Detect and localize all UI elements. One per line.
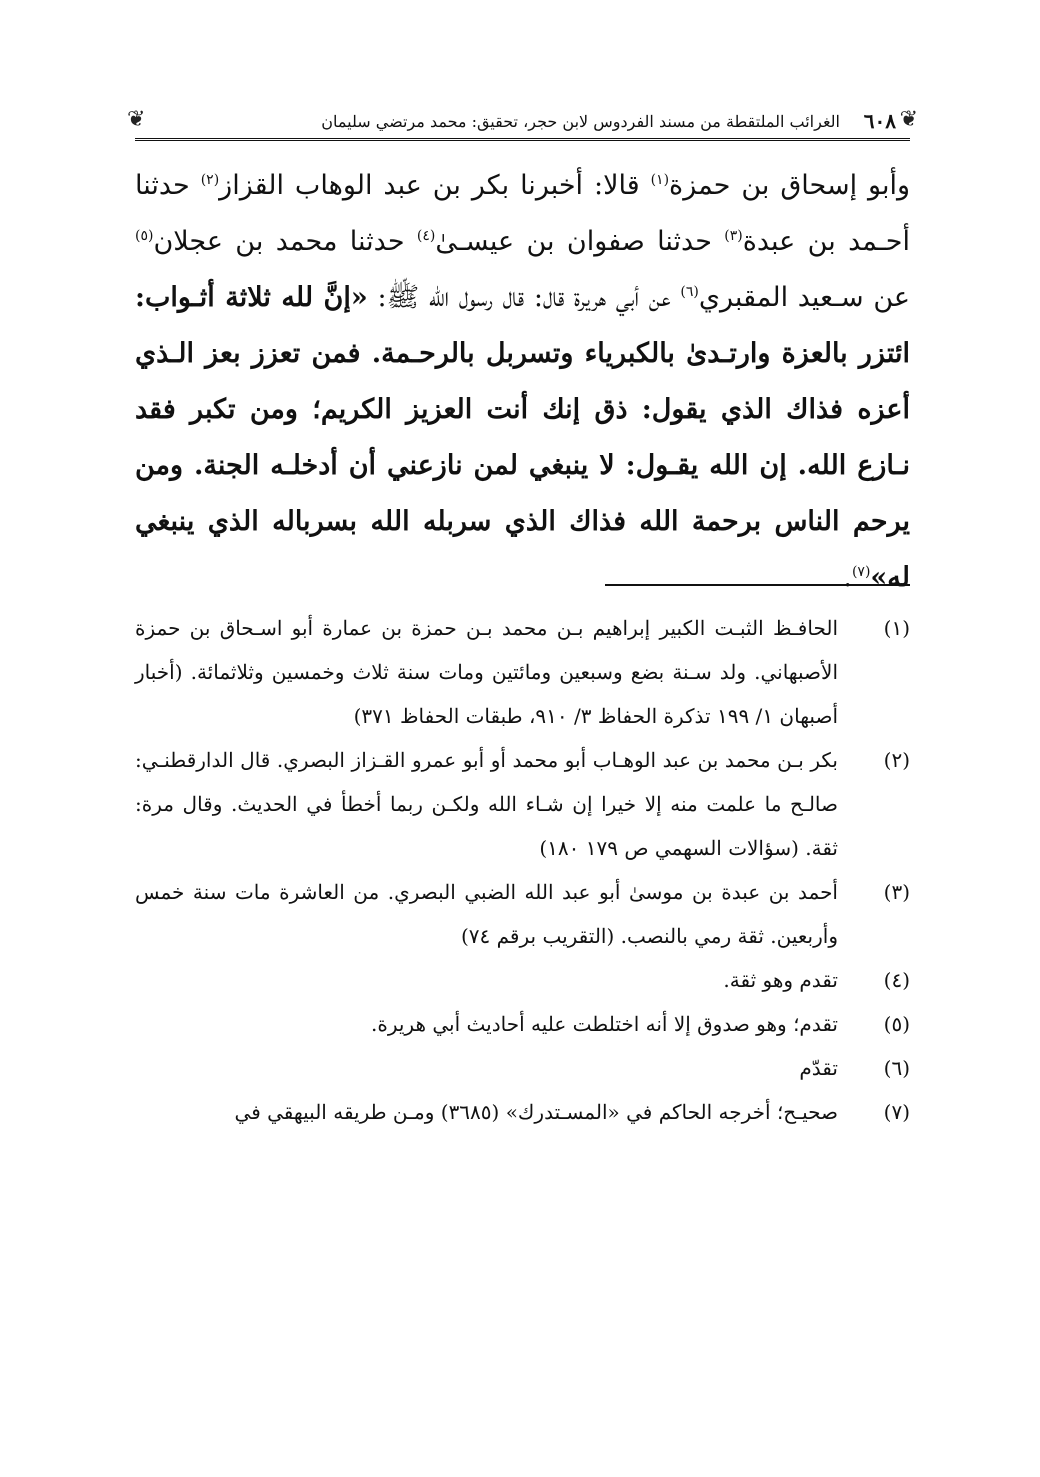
footnote-ref: (٥) [135, 228, 154, 244]
footnote-number: (١) [883, 616, 910, 640]
footnote-divider [605, 584, 910, 586]
isnad-text: عن سـعيد المقبري [698, 282, 911, 313]
isnad-text: عن أبي هريرة قال: قال رسول الله ﷺ: [367, 282, 681, 313]
floral-ornament-icon: ❦ [899, 107, 918, 132]
footnote-number: (٥) [883, 1012, 910, 1036]
footnote [135, 870, 910, 958]
footnote-text: تقدّم [799, 1056, 838, 1080]
main-text [135, 158, 910, 606]
footnote-text: الحافـظ الثبـت الكبير إبراهيم بـن محمد بـن حمزة بن عمارة أبو اسـحاق بن حمزة الأصبهاني. ولد سـنة بضع وسبعين ومائتين ومات سنة ثلاث وخمسين وثلاثمائة. (أخبار أصبهان ١/ ١٩٩ تذكرة الحفاظ ٣/ ٩١٠، طبقات الحفاظ ٣٧١) [135, 616, 838, 728]
footnote-number: (٦) [883, 1056, 910, 1080]
footnote-ref: (٢) [200, 172, 220, 188]
footnote-ref: (١) [650, 172, 670, 188]
footnote-text: أحمد بن عبدة بن موسىٰ أبو عبد الله الضبي البصري. من العاشرة مات سنة خمس وأربعين. ثقة رمي بالنصب. (التقريب برقم ٧٤) [135, 880, 838, 948]
footnote-text: صحيـح؛ أخرجه الحاكم في «المسـتدرك» (٣٦٨٥) ومـن طريقه البيهقي في [234, 1100, 838, 1124]
footnote-ref: (٤) [416, 228, 436, 244]
isnad-text: . [843, 562, 852, 593]
isnad-text: وأبو إسحاق بن حمزة [669, 170, 911, 201]
footnote [135, 1090, 910, 1134]
footnote-number: (٧) [883, 1100, 910, 1124]
footnote-ref: (٧) [851, 564, 871, 580]
footnote [135, 1002, 910, 1046]
footnote-text: تقدم؛ وهو صدوق إلا أنه اختلطت عليه أحاديث أبي هريرة. [370, 1012, 838, 1036]
footnote-number: (٣) [883, 880, 910, 904]
page-header [127, 105, 918, 141]
footnote [135, 606, 910, 738]
footnote [135, 738, 910, 870]
footnote [135, 1046, 910, 1090]
footnote-text: تقدم وهو ثقة. [723, 968, 838, 992]
hadith-text: «إنَّ لله ثلاثة أثـواب: ائتزر بالعزة وارتـدىٰ بالكبرياء وتسربل بالرحـمة. فمن تعزز بعز الـذي أعزه فذاك الذي يقول: ذق إنك أنت العزيز الكريم؛ ومن تكبر فقد نـازع الله. إن الله يقـول: لا ينبغي لمن نازعني أن أدخلـه الجنة. ومن يرحم الناس برحمة الله فذاك الذي سربله الله بسرباله الذي ينبغي له» [135, 282, 910, 593]
isnad-text: حدثنا أحـمد بن عبدة [135, 170, 910, 257]
floral-ornament-icon: ❦ [127, 107, 146, 132]
footnote-ref: (٦) [680, 284, 699, 300]
footnote-ref: (٣) [724, 228, 743, 244]
footnote-number: (٤) [883, 968, 910, 992]
footnote-text: بكر بـن محمد بن عبد الوهـاب أبو محمد أو أبو عمرو القـزاز البصري. قال الدارقطنـي: صالـح ما علمت منه إلا خيرا إن شـاء الله ولكـن ربما أخطأ في الحديث. وقال مرة: ثقة. (سؤالات السهمي ص ١٧٩ ١٨٠) [135, 748, 838, 860]
running-title: الغرائب الملتقطة من مسند الفردوس لابن حجر، تحقيق: محمد مرتضي سليمان [321, 112, 840, 131]
page-number: ٦٠٨ [863, 109, 896, 133]
footnote-number: (٢) [883, 748, 910, 772]
header-rule [135, 138, 910, 141]
isnad-text: قالا: أخبرنا بكر بن عبد الوهاب القزاز [219, 170, 651, 201]
isnad-text: حدثنا محمد بن عجلان [153, 226, 417, 257]
footnote [135, 958, 910, 1002]
isnad-text: حدثنا صفوان بن عيسـىٰ [435, 226, 725, 257]
footnotes [135, 606, 910, 1134]
